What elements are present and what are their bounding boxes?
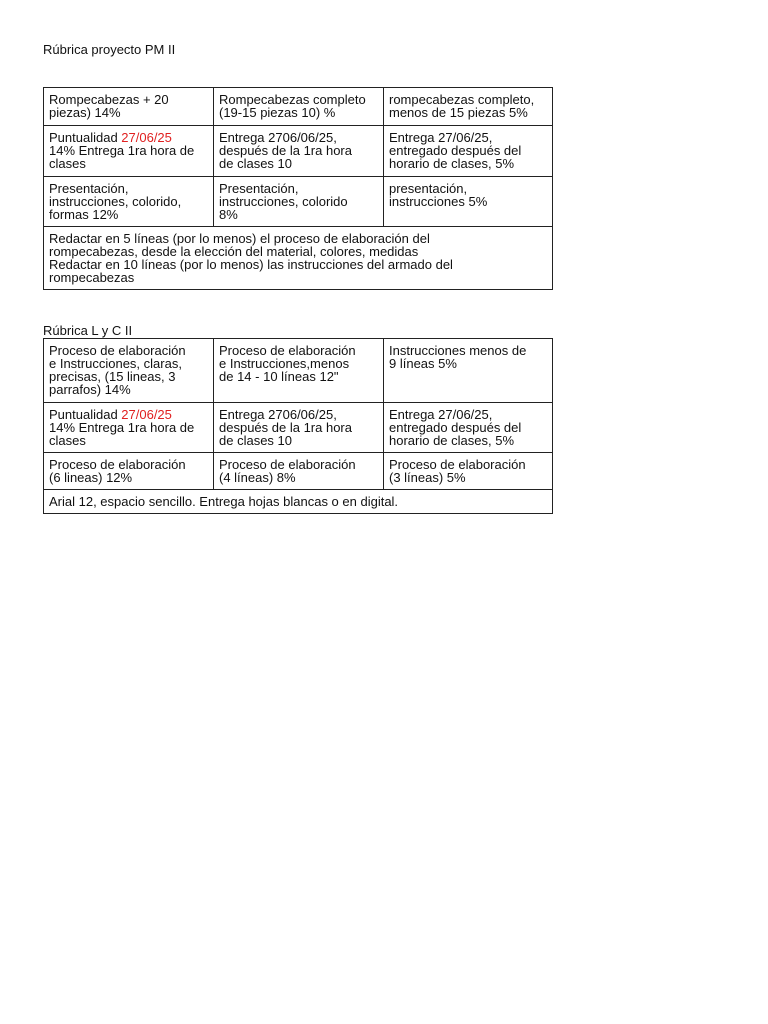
- table-cell: Proceso de elaboración (4 líneas) 8%: [214, 453, 384, 490]
- table-cell: Presentación, instrucciones, colorido, formas 12%: [44, 177, 214, 227]
- table-row: [44, 88, 553, 126]
- table-cell: Entrega 27/06/25, entregado después del horario de clases, 5%: [384, 126, 553, 177]
- rubric-pm-table: [43, 87, 553, 290]
- table-row: [44, 126, 553, 177]
- table-row: [44, 227, 553, 290]
- table-cell: Proceso de elaboración (3 líneas) 5%: [384, 453, 553, 490]
- punctuality-label: Puntualidad: [49, 130, 122, 145]
- table-cell: Presentación, instrucciones, colorido 8%: [214, 177, 384, 227]
- table-cell: Entrega 27/06/25, entregado después del horario de clases, 5%: [384, 403, 553, 453]
- table-cell: Rompecabezas completo (19-15 piezas 10) %: [214, 88, 384, 126]
- punctuality-label: Puntualidad: [49, 407, 122, 422]
- table-cell: Puntualidad 27/06/25 14% Entrega 1ra hora de clases: [44, 126, 214, 177]
- due-date: 27/06/25: [121, 130, 172, 145]
- table-cell: Proceso de elaboración (6 lineas) 12%: [44, 453, 214, 490]
- table-row: [44, 403, 553, 453]
- table-cell: Proceso de elaboración e Instrucciones,menos de 14 - 10 líneas 12": [214, 339, 384, 403]
- table-cell: Puntualidad 27/06/25 14% Entrega 1ra hora de clases: [44, 403, 214, 453]
- table-cell-footer: Arial 12, espacio sencillo. Entrega hojas blancas o en digital.: [44, 490, 553, 514]
- rubric-pm-title: Rúbrica proyecto PM II: [43, 42, 176, 57]
- table-cell-footer: Redactar en 5 líneas (por lo menos) el proceso de elaboración del rompecabezas, desde la elección del material, colores, medidas Redactar en 10 líneas (por lo menos) las instrucciones del armado del rompecabezas: [44, 227, 553, 290]
- table-cell: Entrega 2706/06/25, después de la 1ra hora de clases 10: [214, 126, 384, 177]
- rubric-lyc-table: [43, 338, 553, 514]
- table-row: [44, 453, 553, 490]
- table-cell: rompecabezas completo, menos de 15 piezas 5%: [384, 88, 553, 126]
- table-row: [44, 339, 553, 403]
- rubric-lyc-title: Rúbrica L y C II: [43, 323, 133, 338]
- table-row: [44, 177, 553, 227]
- table-cell: presentación, instrucciones 5%: [384, 177, 553, 227]
- table-cell: Instrucciones menos de 9 líneas 5%: [384, 339, 553, 403]
- table-cell: Entrega 2706/06/25, después de la 1ra hora de clases 10: [214, 403, 384, 453]
- table-row: [44, 490, 553, 514]
- table-cell: Proceso de elaboración e Instrucciones, claras, precisas, (15 lineas, 3 parrafos) 14%: [44, 339, 214, 403]
- due-date: 27/06/25: [121, 407, 172, 422]
- table-cell: Rompecabezas + 20 piezas) 14%: [44, 88, 214, 126]
